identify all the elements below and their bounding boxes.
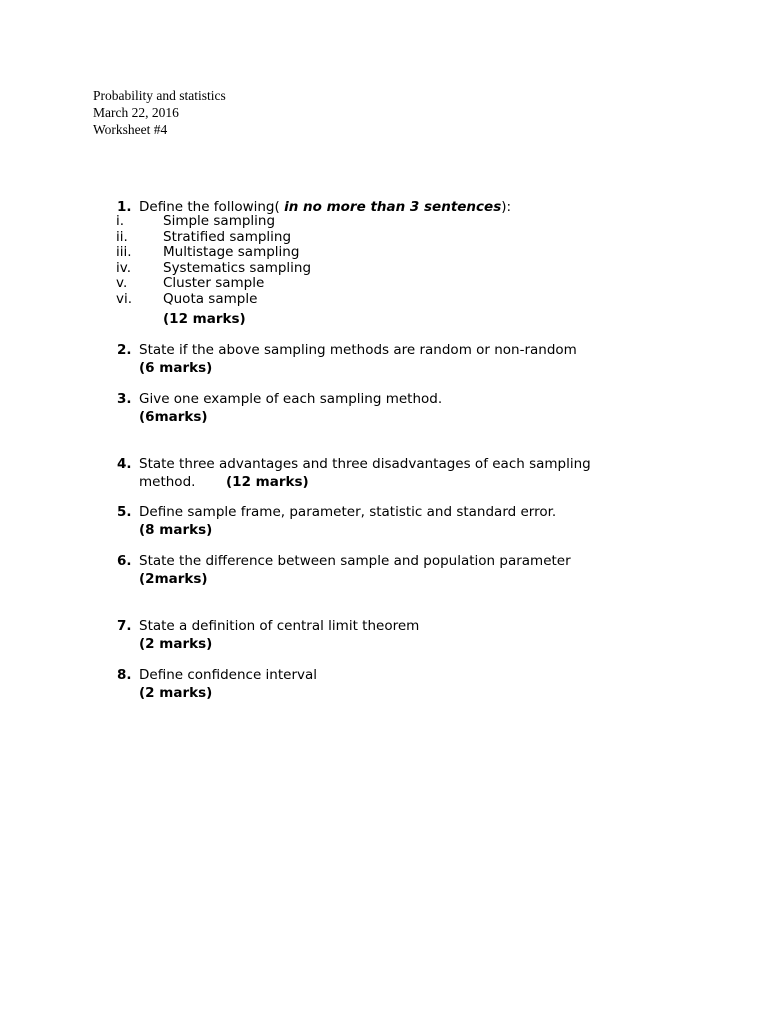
question-text-after: ): (501, 199, 512, 215)
question-text-line2: method. (139, 474, 196, 490)
question-7 (0, 617, 768, 657)
question-number: 4. (117, 456, 132, 472)
question-text: State if the above sampling methods are random or non-random (139, 342, 577, 358)
question-number: 2. (117, 342, 132, 358)
list-numeral: i. (116, 213, 125, 229)
list-label: Quota sample (163, 290, 258, 307)
question-number: 8. (117, 667, 132, 683)
question-number: 5. (117, 504, 132, 520)
list-label: Simple sampling (163, 213, 276, 229)
question-emphasis: in no more than 3 sentences (284, 199, 502, 215)
question-text: Give one example of each sampling method. (139, 391, 443, 407)
list-numeral: vi. (116, 290, 133, 307)
question-5 (0, 503, 768, 543)
marks-label: (12 marks) (226, 474, 309, 490)
list-numeral: iv. (116, 259, 131, 276)
list-numeral: v. (116, 275, 128, 292)
question-text: State a definition of central limit theorem (139, 618, 420, 634)
list-label: Multistage sampling (163, 244, 300, 261)
document-header (93, 87, 226, 138)
question-text-before: Define the following( (139, 199, 285, 215)
marks-label: (2 marks) (139, 636, 213, 652)
list-label: Stratified sampling (163, 228, 292, 245)
question-1-marks-row (0, 310, 768, 330)
marks-label: (8 marks) (139, 522, 213, 538)
marks-label: (12 marks) (163, 311, 246, 327)
list-numeral: ii. (116, 228, 128, 245)
question-text: State three advantages and three disadvantages of each sampling (139, 456, 591, 472)
question-4 (0, 455, 768, 495)
question-3 (0, 390, 768, 430)
question-6 (0, 552, 768, 592)
marks-label: (2marks) (139, 571, 208, 587)
question-number: 1. (117, 199, 132, 215)
worksheet-number: Worksheet #4 (93, 122, 168, 137)
question-number: 7. (117, 618, 132, 634)
course-title: Probability and statistics (93, 88, 226, 103)
question-2 (0, 341, 768, 381)
list-label: Systematics sampling (163, 259, 312, 276)
question-8 (0, 666, 768, 706)
question-text: Define confidence interval (139, 667, 318, 683)
list-numeral: iii. (116, 244, 132, 261)
question-text: State the difference between sample and population parameter (139, 553, 571, 569)
question-number: 3. (117, 391, 132, 407)
list-label: Cluster sample (163, 275, 265, 292)
marks-label: (2 marks) (139, 685, 213, 701)
marks-label: (6 marks) (139, 360, 213, 376)
worksheet-date: March 22, 2016 (93, 105, 179, 120)
question-text: Define sample frame, parameter, statistic and standard error. (139, 504, 557, 520)
question-number: 6. (117, 553, 132, 569)
marks-label: (6marks) (139, 409, 208, 425)
